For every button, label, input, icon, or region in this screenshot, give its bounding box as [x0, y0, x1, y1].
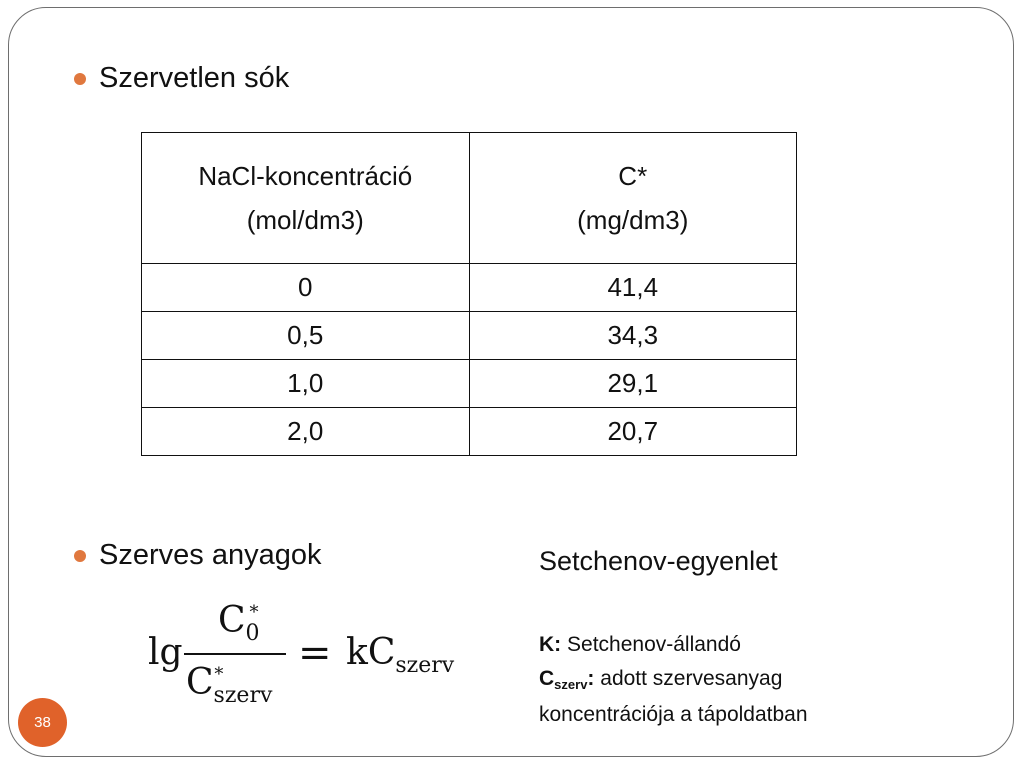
bullet-inorganic-salts	[74, 62, 289, 95]
bullet-dot-icon	[74, 73, 86, 85]
formula-lg: lg	[148, 632, 183, 673]
table-row	[142, 360, 797, 408]
nacl-table	[141, 132, 797, 456]
cell: 29,1	[469, 360, 797, 408]
cell: 1,0	[142, 360, 470, 408]
cell: 2,0	[142, 408, 470, 456]
formula-denominator: $C_{szerv}^*$	[186, 662, 273, 708]
formula-numerator: $C_0^*$	[218, 600, 260, 646]
page-number-badge: 38	[18, 698, 67, 747]
cell: 20,7	[469, 408, 797, 456]
header-nacl: NaCl-koncentráció (mol/dm3)	[142, 133, 470, 264]
cell: 41,4	[469, 264, 797, 312]
formula-equals: =	[298, 630, 332, 676]
legend-c: Cszerv: adott szervesanyag	[539, 667, 783, 692]
fraction-bar	[184, 653, 286, 655]
cell: 34,3	[469, 312, 797, 360]
table-row	[142, 408, 797, 456]
bullet-dot-icon	[74, 550, 86, 562]
bullet-text: Szerves anyagok	[99, 539, 322, 571]
formula-rhs: $kC_{szerv}$	[346, 632, 455, 678]
formula-legend	[539, 628, 808, 732]
table-row	[142, 312, 797, 360]
table-row	[142, 264, 797, 312]
table-header-row	[142, 133, 797, 264]
cell: 0,5	[142, 312, 470, 360]
bullet-text: Szervetlen sók	[99, 62, 290, 94]
equation-title: Setchenov-egyenlet	[539, 546, 778, 576]
header-c-star: C* (mg/dm3)	[469, 133, 797, 264]
cell: 0	[142, 264, 470, 312]
legend-c-cont: koncentrációja a tápoldatban	[539, 703, 808, 726]
bullet-organic-matter	[74, 539, 321, 572]
setchenov-formula	[148, 600, 478, 710]
legend-k: K: Setchenov-állandó	[539, 633, 741, 656]
